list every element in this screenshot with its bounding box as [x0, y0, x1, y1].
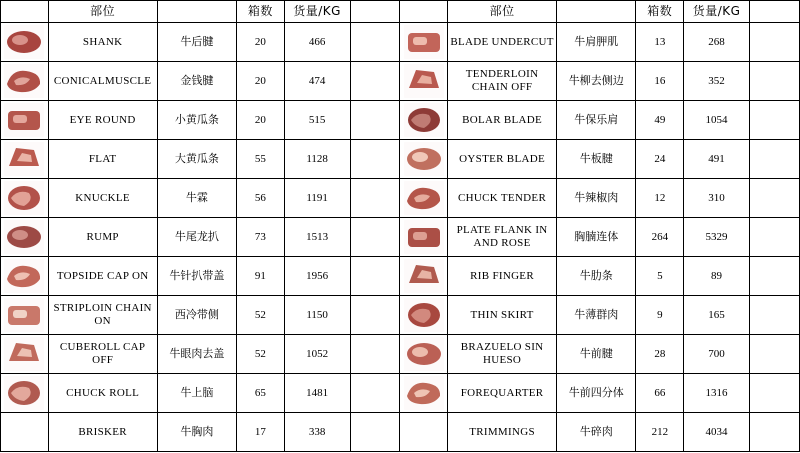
cut-name-cn: 牛前四分体 — [557, 374, 636, 413]
meat-thumbnail — [4, 25, 44, 59]
cut-name-en: FOREQUARTER — [448, 374, 557, 413]
cut-image-cell — [1, 413, 49, 452]
cut-image-cell — [400, 296, 448, 335]
cut-boxes: 12 — [636, 179, 684, 218]
cut-weight: 268 — [684, 23, 750, 62]
cut-name-cn: 牛后腱 — [157, 23, 236, 62]
meat-thumbnail — [4, 103, 44, 137]
cut-name-en: TENDERLOIN CHAIN OFF — [448, 62, 557, 101]
cut-boxes: 212 — [636, 413, 684, 452]
cut-name-en: STRIPLOIN CHAIN ON — [48, 296, 157, 335]
cut-name-en: BOLAR BLADE — [448, 101, 557, 140]
cut-name-en: BRISKER — [48, 413, 157, 452]
cut-image-cell — [400, 218, 448, 257]
cut-boxes: 28 — [636, 335, 684, 374]
cut-name-cn: 金钱腱 — [157, 62, 236, 101]
cut-blank — [350, 101, 400, 140]
table-row — [1, 257, 800, 296]
cut-name-cn: 牛针扒带盖 — [157, 257, 236, 296]
header-part-cn-right — [557, 1, 636, 23]
cut-image-cell — [1, 140, 49, 179]
header-boxes-left: 箱数 — [237, 1, 285, 23]
cut-name-cn: 西冷带侧 — [157, 296, 236, 335]
table-row — [1, 296, 800, 335]
meat-thumbnail — [404, 142, 444, 176]
meat-thumbnail — [404, 337, 444, 371]
cut-name-cn: 牛碎肉 — [557, 413, 636, 452]
cut-image-cell — [400, 62, 448, 101]
cut-weight: 1956 — [284, 257, 350, 296]
cut-blank — [749, 62, 799, 101]
header-part-left: 部位 — [48, 1, 157, 23]
cut-blank — [749, 218, 799, 257]
cut-weight: 515 — [284, 101, 350, 140]
cut-blank — [350, 413, 400, 452]
cut-blank — [749, 257, 799, 296]
cut-name-en: TRIMMINGS — [448, 413, 557, 452]
cut-blank — [749, 101, 799, 140]
cut-blank — [749, 374, 799, 413]
cut-name-cn: 胸腩连体 — [557, 218, 636, 257]
cut-weight: 1513 — [284, 218, 350, 257]
cut-name-en: SHANK — [48, 23, 157, 62]
header-weight-right: 货量/KG — [684, 1, 750, 23]
cut-boxes: 16 — [636, 62, 684, 101]
cut-boxes: 20 — [237, 23, 285, 62]
cut-name-cn: 牛霖 — [157, 179, 236, 218]
meat-thumbnail — [404, 415, 444, 449]
cut-weight: 338 — [284, 413, 350, 452]
table-body — [1, 1, 800, 452]
cut-image-cell — [400, 23, 448, 62]
meat-thumbnail — [4, 376, 44, 410]
cut-boxes: 52 — [237, 335, 285, 374]
cut-name-cn: 牛保乐肩 — [557, 101, 636, 140]
cut-name-cn: 牛柳去侧边 — [557, 62, 636, 101]
header-part-cn-left — [157, 1, 236, 23]
cut-name-cn: 牛眼肉去盖 — [157, 335, 236, 374]
cut-name-cn: 牛胸肉 — [157, 413, 236, 452]
cut-boxes: 73 — [237, 218, 285, 257]
cut-image-cell — [1, 257, 49, 296]
cut-weight: 165 — [684, 296, 750, 335]
meat-thumbnail — [4, 64, 44, 98]
header-image-left — [1, 1, 49, 23]
cut-name-en: CHUCK TENDER — [448, 179, 557, 218]
cut-weight: 1128 — [284, 140, 350, 179]
cut-name-en: RIB FINGER — [448, 257, 557, 296]
cut-weight: 474 — [284, 62, 350, 101]
cut-weight: 1150 — [284, 296, 350, 335]
cut-blank — [749, 296, 799, 335]
meat-thumbnail — [4, 337, 44, 371]
cut-name-cn: 小黄瓜条 — [157, 101, 236, 140]
cut-blank — [350, 218, 400, 257]
cut-image-cell — [1, 296, 49, 335]
cut-name-en: FLAT — [48, 140, 157, 179]
cut-name-en: RUMP — [48, 218, 157, 257]
meat-thumbnail — [4, 259, 44, 293]
meat-thumbnail — [4, 415, 44, 449]
cut-weight: 352 — [684, 62, 750, 101]
meat-thumbnail — [4, 220, 44, 254]
cut-boxes: 91 — [237, 257, 285, 296]
cut-name-en: THIN SKIRT — [448, 296, 557, 335]
cut-name-cn: 牛肋条 — [557, 257, 636, 296]
cut-image-cell — [400, 179, 448, 218]
cut-name-cn: 牛薄群肉 — [557, 296, 636, 335]
meat-thumbnail — [404, 64, 444, 98]
cut-name-cn: 大黄瓜条 — [157, 140, 236, 179]
cut-image-cell — [400, 374, 448, 413]
header-boxes-right: 箱数 — [636, 1, 684, 23]
cut-blank — [749, 140, 799, 179]
cut-name-cn: 牛尾龙扒 — [157, 218, 236, 257]
cut-blank — [350, 374, 400, 413]
cut-weight: 4034 — [684, 413, 750, 452]
cut-boxes: 264 — [636, 218, 684, 257]
table-row — [1, 374, 800, 413]
cut-name-cn: 牛肩胛肌 — [557, 23, 636, 62]
cut-weight: 1054 — [684, 101, 750, 140]
cut-boxes: 49 — [636, 101, 684, 140]
cut-boxes: 56 — [237, 179, 285, 218]
cut-image-cell — [1, 179, 49, 218]
cut-boxes: 20 — [237, 101, 285, 140]
cut-boxes: 65 — [237, 374, 285, 413]
meat-thumbnail — [4, 142, 44, 176]
cut-blank — [350, 296, 400, 335]
cut-weight: 89 — [684, 257, 750, 296]
meat-thumbnail — [4, 181, 44, 215]
cut-image-cell — [400, 140, 448, 179]
cut-name-en: BRAZUELO SIN HUESO — [448, 335, 557, 374]
cut-image-cell — [400, 101, 448, 140]
table-header-row — [1, 1, 800, 23]
table-row — [1, 23, 800, 62]
cut-name-en: KNUCKLE — [48, 179, 157, 218]
cut-blank — [350, 179, 400, 218]
cut-blank — [749, 179, 799, 218]
cut-image-cell — [1, 218, 49, 257]
cut-blank — [350, 140, 400, 179]
cut-name-en: EYE ROUND — [48, 101, 157, 140]
cut-blank — [350, 62, 400, 101]
cut-blank — [749, 335, 799, 374]
table-row — [1, 335, 800, 374]
meat-thumbnail — [4, 298, 44, 332]
cut-name-cn: 牛前腱 — [557, 335, 636, 374]
cut-blank — [749, 23, 799, 62]
cut-image-cell — [1, 23, 49, 62]
cut-name-cn: 牛板腱 — [557, 140, 636, 179]
cut-weight: 491 — [684, 140, 750, 179]
cut-weight: 1052 — [284, 335, 350, 374]
meat-thumbnail — [404, 259, 444, 293]
cut-image-cell — [400, 257, 448, 296]
meat-thumbnail — [404, 298, 444, 332]
table-row — [1, 140, 800, 179]
table-row — [1, 62, 800, 101]
cut-boxes: 13 — [636, 23, 684, 62]
table-row — [1, 101, 800, 140]
cut-image-cell — [400, 335, 448, 374]
meat-thumbnail — [404, 25, 444, 59]
cut-name-cn: 牛辣椒肉 — [557, 179, 636, 218]
cut-boxes: 24 — [636, 140, 684, 179]
cut-boxes: 55 — [237, 140, 285, 179]
cut-name-en: OYSTER BLADE — [448, 140, 557, 179]
cut-name-en: CUBEROLL CAP OFF — [48, 335, 157, 374]
cut-blank — [749, 413, 799, 452]
cut-name-cn: 牛上脑 — [157, 374, 236, 413]
cut-weight: 5329 — [684, 218, 750, 257]
cut-weight: 310 — [684, 179, 750, 218]
meat-thumbnail — [404, 376, 444, 410]
cut-name-en: CONICALMUSCLE — [48, 62, 157, 101]
cut-image-cell — [1, 62, 49, 101]
cut-image-cell — [400, 413, 448, 452]
cut-name-en: CHUCK ROLL — [48, 374, 157, 413]
cut-name-en: BLADE UNDERCUT — [448, 23, 557, 62]
header-blank-right — [749, 1, 799, 23]
cut-boxes: 5 — [636, 257, 684, 296]
cut-boxes: 9 — [636, 296, 684, 335]
meat-thumbnail — [404, 103, 444, 137]
meat-thumbnail — [404, 220, 444, 254]
cut-weight: 700 — [684, 335, 750, 374]
cut-boxes: 66 — [636, 374, 684, 413]
header-image-right — [400, 1, 448, 23]
table-row — [1, 218, 800, 257]
table-row — [1, 413, 800, 452]
cut-boxes: 52 — [237, 296, 285, 335]
cut-weight: 466 — [284, 23, 350, 62]
header-part-right: 部位 — [448, 1, 557, 23]
cut-blank — [350, 23, 400, 62]
cut-weight: 1481 — [284, 374, 350, 413]
meat-thumbnail — [404, 181, 444, 215]
cut-weight: 1316 — [684, 374, 750, 413]
cut-blank — [350, 257, 400, 296]
cut-image-cell — [1, 335, 49, 374]
header-blank-left — [350, 1, 400, 23]
table-row — [1, 179, 800, 218]
header-weight-left: 货量/KG — [284, 1, 350, 23]
cut-image-cell — [1, 101, 49, 140]
cut-blank — [350, 335, 400, 374]
cut-boxes: 20 — [237, 62, 285, 101]
cut-name-en: TOPSIDE CAP ON — [48, 257, 157, 296]
cut-name-en: PLATE FLANK IN AND ROSE — [448, 218, 557, 257]
cut-weight: 1191 — [284, 179, 350, 218]
cut-image-cell — [1, 374, 49, 413]
cut-boxes: 17 — [237, 413, 285, 452]
